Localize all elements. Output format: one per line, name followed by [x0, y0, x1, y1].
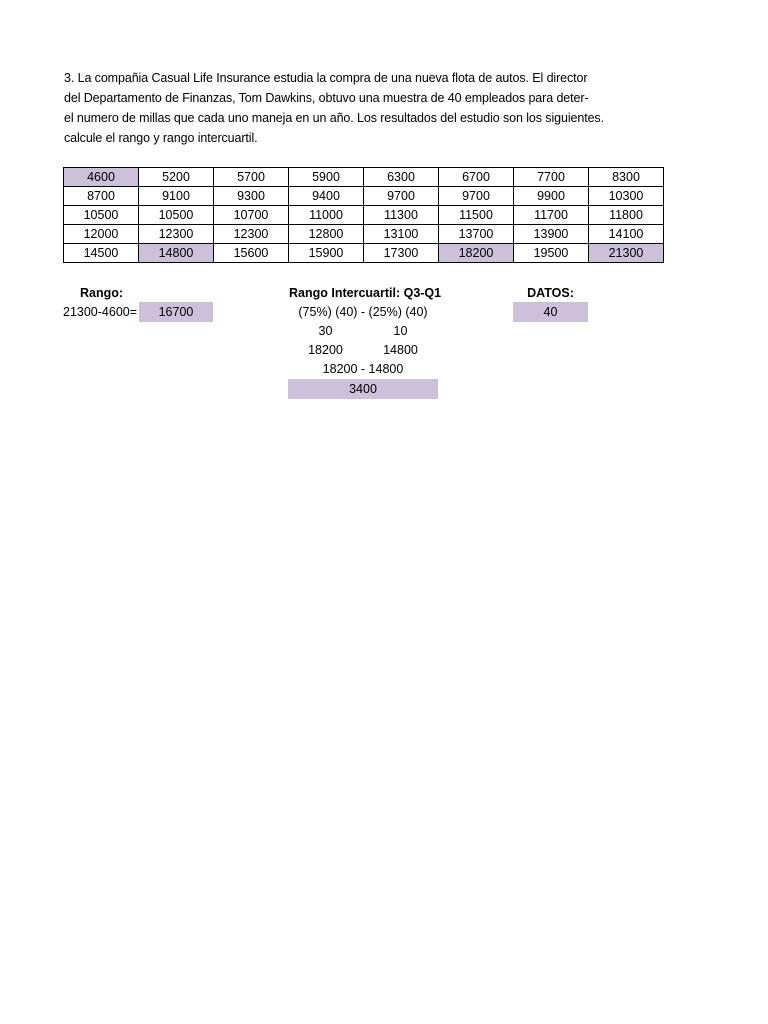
table-cell: 15900 — [289, 244, 364, 263]
table-cell: 13900 — [514, 225, 589, 244]
intercuartil-label: Rango Intercuartil: Q3-Q1 — [289, 286, 442, 300]
intercuartil-result: 3400 — [288, 379, 438, 399]
table-cell: 8700 — [64, 187, 139, 206]
table-cell: 12300 — [214, 225, 289, 244]
table-cell: 10500 — [64, 206, 139, 225]
table-cell-min: 4600 — [64, 168, 139, 187]
table-cell: 11300 — [364, 206, 439, 225]
rango-label: Rango: — [80, 286, 124, 300]
table-row — [64, 225, 664, 244]
table-cell: 6700 — [439, 168, 514, 187]
table-cell: 14500 — [64, 244, 139, 263]
data-table — [63, 167, 664, 263]
table-cell: 5700 — [214, 168, 289, 187]
problem-statement — [64, 68, 684, 148]
datos-label: DATOS: — [527, 286, 574, 300]
table-cell: 9400 — [289, 187, 364, 206]
table-cell: 7700 — [514, 168, 589, 187]
table-cell: 10700 — [214, 206, 289, 225]
problem-line-4: calcule el rango y rango intercuartil. — [64, 131, 258, 145]
table-cell: 10500 — [139, 206, 214, 225]
intercuartil-val-q1: 14800 — [383, 343, 418, 357]
table-cell: 5200 — [139, 168, 214, 187]
intercuartil-subtraction: 18200 - 14800 — [322, 362, 404, 376]
intercuartil-pos-q3: 30 — [318, 324, 333, 338]
intercuartil-pos-q1: 10 — [393, 324, 408, 338]
table-cell: 12300 — [139, 225, 214, 244]
intercuartil-percent-line: (75%) (40) - (25%) (40) — [298, 305, 428, 319]
table-cell: 9900 — [514, 187, 589, 206]
table-cell: 6300 — [364, 168, 439, 187]
table-cell: 11800 — [589, 206, 664, 225]
table-cell: 9700 — [364, 187, 439, 206]
table-row — [64, 206, 664, 225]
table-row — [64, 168, 664, 187]
table-cell-max: 21300 — [589, 244, 664, 263]
table-cell: 9100 — [139, 187, 214, 206]
table-row — [64, 244, 664, 263]
table-cell: 13700 — [439, 225, 514, 244]
datos-value: 40 — [513, 302, 588, 322]
table-cell: 9700 — [439, 187, 514, 206]
table-cell: 19500 — [514, 244, 589, 263]
rango-formula: 21300-4600= — [63, 305, 138, 319]
rango-result: 16700 — [139, 302, 213, 322]
table-cell: 11000 — [289, 206, 364, 225]
table-row — [64, 187, 664, 206]
table-cell: 14100 — [589, 225, 664, 244]
table-cell: 12000 — [64, 225, 139, 244]
problem-line-3: el numero de millas que cada uno maneja en un año. Los resultados del estudio son los siguientes. — [64, 111, 604, 125]
table-cell-q3: 18200 — [439, 244, 514, 263]
table-cell: 10300 — [589, 187, 664, 206]
table-cell: 17300 — [364, 244, 439, 263]
problem-line-2: del Departamento de Finanzas, Tom Dawkins, obtuvo una muestra de 40 empleados para deter- — [64, 91, 589, 105]
table-cell: 9300 — [214, 187, 289, 206]
table-cell: 11500 — [439, 206, 514, 225]
table-cell: 8300 — [589, 168, 664, 187]
table-cell: 12800 — [289, 225, 364, 244]
table-cell: 15600 — [214, 244, 289, 263]
intercuartil-val-q3: 18200 — [308, 343, 343, 357]
problem-line-1: 3. La compañia Casual Life Insurance estudia la compra de una nueva flota de autos. El director — [64, 71, 588, 85]
table-cell: 13100 — [364, 225, 439, 244]
table-cell: 11700 — [514, 206, 589, 225]
table-cell: 5900 — [289, 168, 364, 187]
table-cell-q1: 14800 — [139, 244, 214, 263]
